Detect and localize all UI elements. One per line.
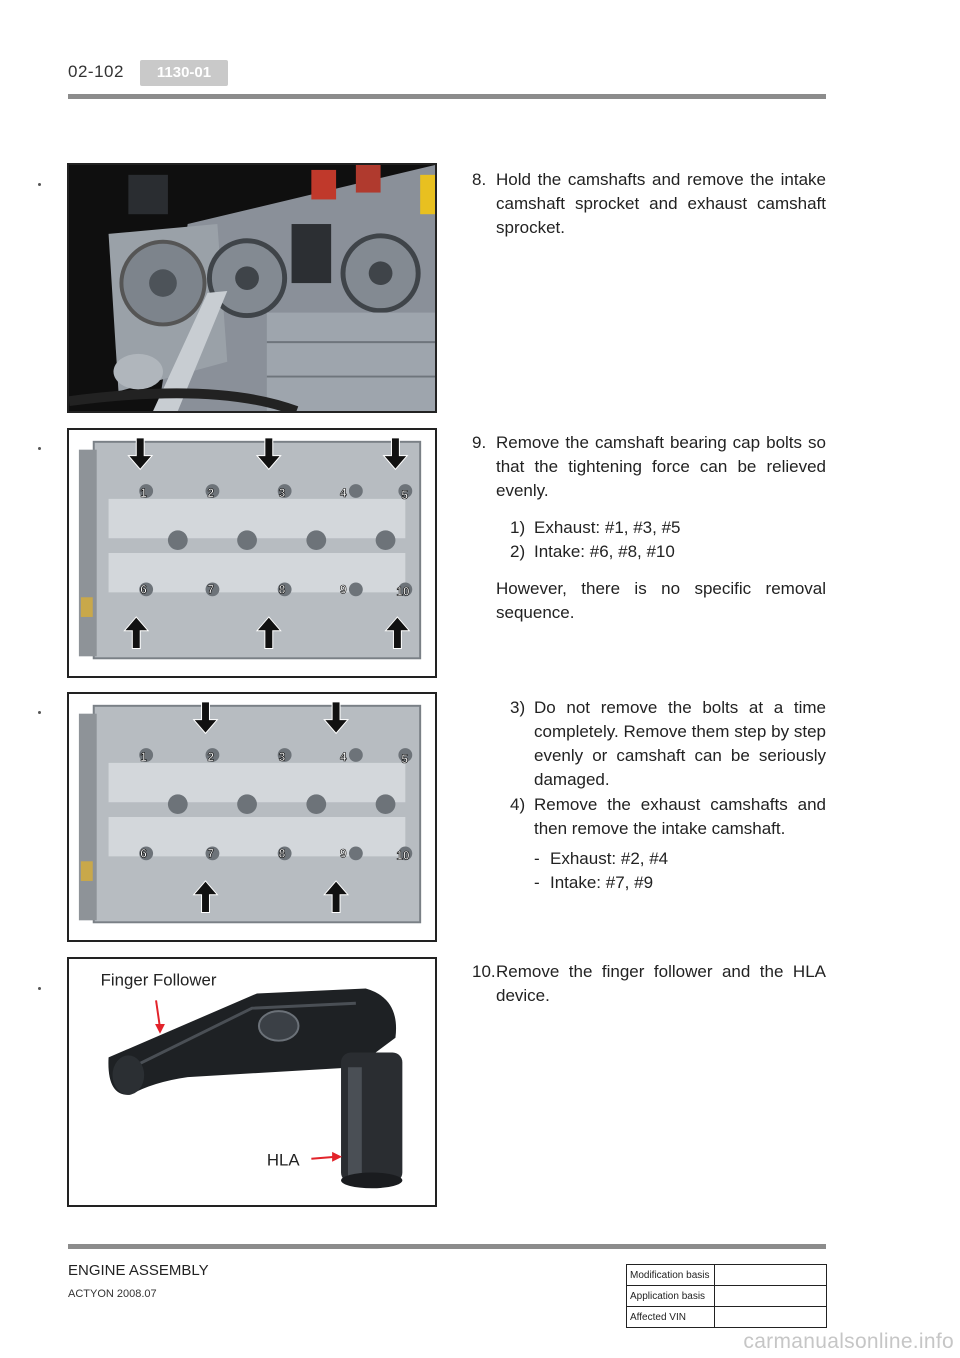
bolt-number-label: 4 (340, 485, 347, 500)
bolt-number-label: 3 (278, 749, 286, 764)
bolt-number-label: 6 (140, 846, 147, 861)
margin-dot (38, 447, 41, 450)
bolt-number-label: 9 (340, 846, 347, 861)
figure-engine-sprocket (67, 163, 437, 413)
dash-marker: - (534, 873, 540, 892)
bolt-number-label: 6 (140, 582, 147, 597)
list-item-number: 3) (510, 698, 526, 717)
list-item (510, 516, 826, 540)
bolt-number-label: 10 (396, 848, 410, 863)
table-label: Modification basis (627, 1265, 715, 1286)
figure-bearing-cap-bolts-2 (67, 692, 437, 942)
table-row (627, 1265, 827, 1286)
margin-dot (38, 711, 41, 714)
cylinder-head-illustration (69, 430, 435, 676)
step-number: 10. (472, 962, 496, 981)
margin-dot (38, 987, 41, 990)
bolt-number-label: 4 (340, 749, 347, 764)
table-row (627, 1307, 827, 1328)
dash-item (534, 847, 734, 871)
label-hla: HLA (266, 1150, 300, 1170)
bolt-number-label: 10 (396, 584, 410, 599)
bolt-number-label: 2 (207, 749, 215, 764)
bolt-number-label: 1 (140, 485, 147, 500)
figure-finger-follower (67, 957, 437, 1207)
dash-text: Exhaust: #2, #4 (550, 849, 669, 868)
section-code-badge: 1130-01 (140, 60, 228, 86)
dash-marker: - (534, 849, 540, 868)
cylinder-head-illustration (69, 694, 435, 940)
bolt-number-label: 3 (278, 485, 286, 500)
label-finger-follower: Finger Follower (100, 970, 217, 990)
dash-text: Intake: #7, #9 (550, 873, 654, 892)
list-item-text: Do not remove the bolts at a time completely. Remove them step by step evenly or camshaft can be seriously damaged. (534, 698, 826, 789)
list-item-text: Exhaust: #1, #3, #5 (534, 518, 681, 537)
footer-rule (68, 1244, 826, 1249)
table-value (715, 1286, 827, 1307)
step-9 (472, 431, 826, 507)
step-8 (472, 168, 826, 244)
list-item (510, 540, 826, 564)
bolt-number-label: 2 (207, 485, 215, 500)
finger-follower-illustration (69, 959, 435, 1205)
header-rule (68, 94, 826, 99)
step-9-note (472, 577, 826, 627)
figure-bearing-cap-bolts-1 (67, 428, 437, 678)
footer-section-title: ENGINE ASSEMBLY (68, 1262, 209, 1279)
bolt-number-label: 5 (401, 487, 408, 502)
list-item-number: 4) (510, 795, 526, 814)
bolt-number-label: 9 (340, 582, 347, 597)
list-item-text: Remove the exhaust camshafts and then remove the intake camshaft. (534, 795, 826, 838)
step-number: 8. (472, 170, 487, 189)
table-value (715, 1307, 827, 1328)
page-number: 02-102 (68, 62, 124, 81)
basis-table (626, 1264, 827, 1328)
footer-model-date: ACTYON 2008.07 (68, 1288, 157, 1300)
watermark: carmanualsonline.info (743, 1330, 954, 1353)
table-label: Affected VIN (627, 1307, 715, 1328)
bolt-number-label: 5 (401, 751, 408, 766)
step-number: 9. (472, 433, 487, 452)
bolt-number-label: 7 (207, 846, 215, 861)
margin-dot (38, 183, 41, 186)
bolt-number-label: 8 (278, 582, 286, 597)
table-value (715, 1265, 827, 1286)
step-text: Remove the camshaft bearing cap bolts so that the tightening force can be relieved evenly. (496, 433, 826, 500)
list-item-text: Intake: #6, #8, #10 (534, 542, 675, 561)
table-label: Application basis (627, 1286, 715, 1307)
bolt-number-label: 7 (207, 582, 215, 597)
table-row (627, 1286, 827, 1307)
dash-item (534, 871, 734, 895)
step-text: Remove the finger follower and the HLA device. (496, 962, 826, 1005)
list-item-number: 1) (510, 518, 526, 537)
step-10 (472, 960, 826, 1010)
list-item (510, 793, 826, 841)
bolt-number-label: 1 (140, 749, 147, 764)
list-item-number: 2) (510, 542, 526, 561)
engine-photo-illustration (69, 165, 435, 411)
list-item (510, 696, 826, 792)
step-text: Hold the camshafts and remove the intake camshaft sprocket and exhaust camshaft sprocket. (496, 170, 826, 237)
bolt-number-label: 8 (278, 846, 286, 861)
note-text: However, there is no specific removal sequence. (496, 579, 826, 622)
